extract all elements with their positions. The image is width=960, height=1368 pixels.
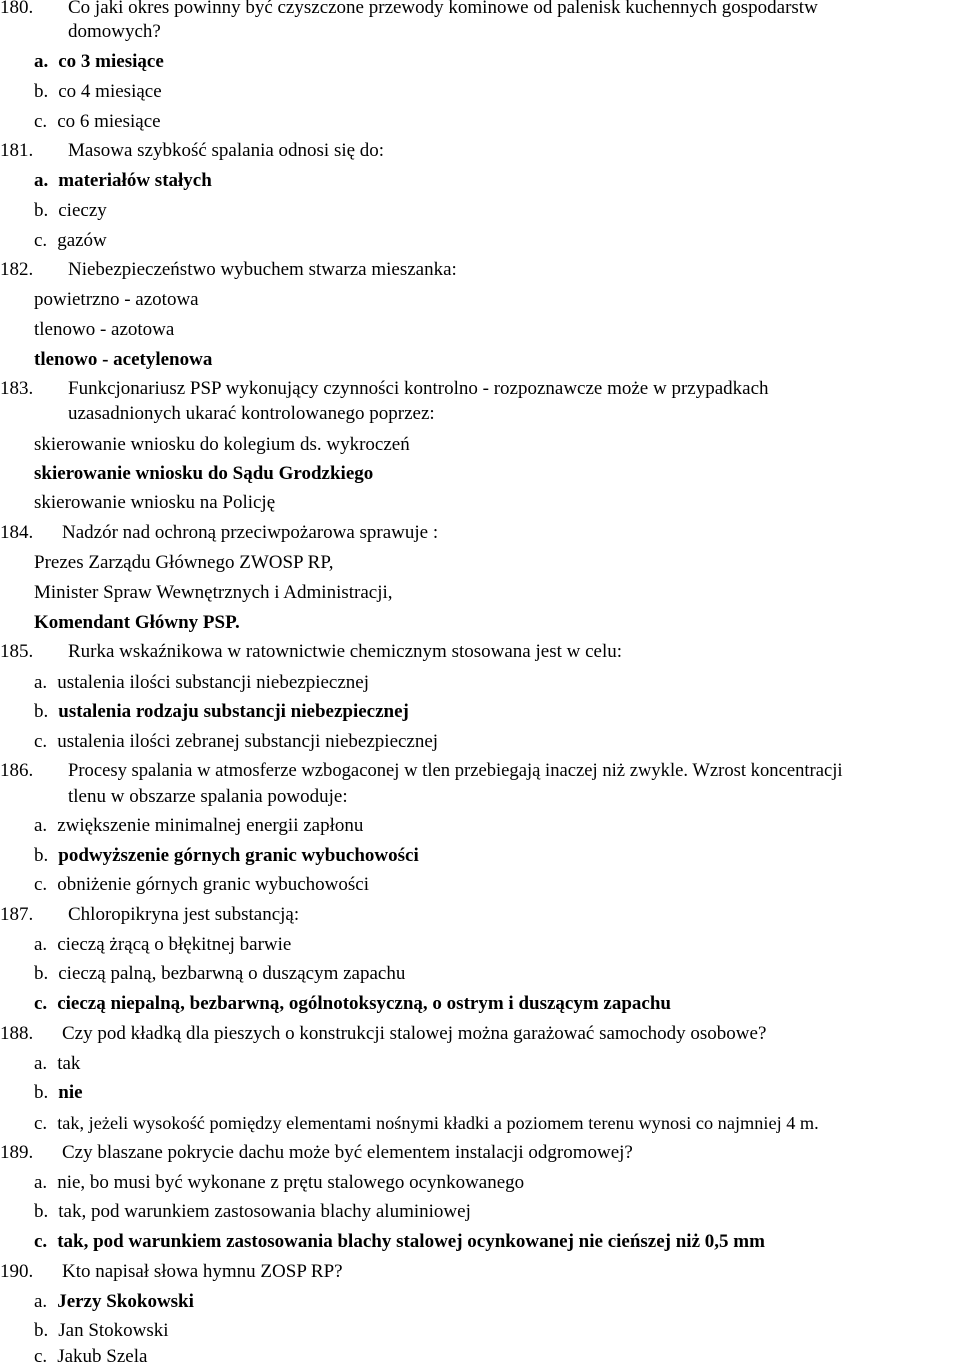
answer — [34, 1112, 819, 1135]
question-number: 184. — [0, 522, 34, 543]
answer-correct — [34, 845, 419, 867]
question-number: 185. — [0, 641, 34, 662]
question-190 — [0, 1261, 343, 1283]
answer-text: cieczą palną, bezbarwną o duszącym zapachu — [58, 963, 406, 984]
answer-text: tak, pod warunkiem zastosowania blachy aluminiowej — [58, 1201, 471, 1222]
answer-text: materiałów stałych — [58, 170, 212, 191]
question-number: 183. — [0, 378, 34, 399]
answer: powietrzno - azotowa — [34, 289, 199, 310]
answer-correct: skierowanie wniosku do Sądu Grodzkiego — [34, 463, 374, 484]
answer — [34, 874, 369, 896]
answer-correct — [34, 1291, 194, 1313]
answer-label: a. — [34, 1291, 48, 1312]
answer-correct — [34, 701, 409, 723]
question-number: 186. — [0, 760, 34, 781]
answer-label: c. — [34, 731, 48, 752]
answer — [34, 1201, 471, 1223]
answer-text: ustalenia rodzaju substancji niebezpiecznej — [58, 701, 409, 722]
answer-text: nie, bo musi być wykonane z prętu stalowego ocynkowanego — [57, 1172, 525, 1193]
answer-correct — [34, 1231, 765, 1253]
question-number: 181. — [0, 140, 34, 161]
answer-label: a. — [34, 934, 48, 955]
question-number: 188. — [0, 1023, 34, 1044]
answer-text: nie — [58, 1082, 83, 1103]
answer-text: co 4 miesiące — [58, 81, 162, 102]
question-text-cont: tlenu w obszarze spalania powoduje: — [68, 786, 348, 807]
question-text: Czy pod kładką dla pieszych o konstrukcji stalowej można garażować samochody osobowe? — [62, 1023, 767, 1044]
answer-label: b. — [34, 81, 49, 102]
question-184 — [0, 522, 439, 544]
answer: skierowanie wniosku na Policję — [34, 492, 276, 513]
answer-text: zwiększenie minimalnej energii zapłonu — [57, 815, 364, 836]
question-text-cont: uzasadnionych ukarać kontrolowanego poprzez: — [68, 403, 435, 424]
answer-text: cieczy — [58, 200, 107, 221]
question-text: Masowa szybkość spalania odnosi się do: — [68, 140, 385, 161]
answer-correct — [34, 51, 164, 73]
answer — [34, 672, 369, 694]
answer-correct — [34, 993, 671, 1015]
question-number: 190. — [0, 1261, 34, 1282]
answer — [34, 815, 363, 837]
answer-label: b. — [34, 963, 49, 984]
answer-text: ustalenia ilości substancji niebezpiecznej — [57, 672, 369, 693]
question-number: 187. — [0, 904, 34, 925]
answer-label: b. — [34, 845, 49, 866]
answer-label: b. — [34, 200, 49, 221]
answer — [34, 1172, 524, 1194]
answer-label: a. — [34, 672, 48, 693]
answer-label: c. — [34, 993, 48, 1014]
answer — [34, 230, 107, 252]
answer-label: b. — [34, 1201, 49, 1222]
answer — [34, 934, 291, 956]
answer-label: a. — [34, 1053, 48, 1074]
question-text: Nadzór nad ochroną przeciwpożarowa sprawuje : — [62, 522, 439, 543]
answer-text: tak, jeżeli wysokość pomiędzy elementami nośnymi kładki a poziomem terenu wynosi co najmniej 4 m. — [57, 1113, 819, 1133]
answer-correct — [34, 1082, 83, 1104]
question-180 — [0, 0, 818, 19]
answer-text: obniżenie górnych granic wybuchowości — [57, 874, 370, 895]
answer-label: c. — [34, 1113, 48, 1134]
question-186 — [0, 760, 843, 782]
answer-label: b. — [34, 701, 49, 722]
answer: Minister Spraw Wewnętrznych i Administracji, — [34, 582, 393, 603]
question-text: Czy blaszane pokrycie dachu może być elementem instalacji odgromowej? — [62, 1142, 633, 1163]
answer-label: c. — [34, 1231, 48, 1252]
question-number: 189. — [0, 1142, 34, 1163]
answer — [34, 731, 438, 753]
answer-correct: Komendant Główny PSP. — [34, 612, 240, 633]
answer — [34, 1320, 169, 1342]
answer — [34, 111, 161, 133]
answer-text: co 6 miesiące — [57, 111, 161, 132]
question-183 — [0, 378, 769, 400]
answer-text: tak, pod warunkiem zastosowania blachy stalowej ocynkowanej nie cieńszej niż 0,5 mm — [57, 1231, 765, 1252]
answer-label: b. — [34, 1082, 49, 1103]
question-text: Rurka wskaźnikowa w ratownictwie chemicznym stosowana jest w celu: — [68, 641, 623, 662]
question-185 — [0, 641, 623, 663]
question-187 — [0, 904, 300, 926]
answer-label: a. — [34, 51, 49, 72]
answer-label: a. — [34, 170, 49, 191]
question-text: Procesy spalania w atmosferze wzbogaconej w tlen przebiegają inaczej niż zwykle. Wzrost koncentracji — [68, 760, 843, 781]
answer-text: Jakub Szela — [57, 1346, 148, 1367]
answer-label: c. — [34, 230, 48, 251]
question-text: Funkcjonariusz PSP wykonujący czynności kontrolno - rozpoznawcze może w przypadkach — [68, 378, 769, 399]
answer-text: gazów — [57, 230, 107, 251]
answer-text: ustalenia ilości zebranej substancji niebezpiecznej — [57, 731, 439, 752]
answer — [34, 963, 405, 985]
answer — [34, 200, 107, 222]
answer-label: c. — [34, 1346, 48, 1367]
answer-label: b. — [34, 1320, 49, 1341]
question-181 — [0, 140, 385, 162]
answer-text: tak — [57, 1053, 81, 1074]
answer: skierowanie wniosku do kolegium ds. wykroczeń — [34, 434, 410, 455]
answer-label: c. — [34, 111, 48, 132]
question-189 — [0, 1142, 633, 1164]
answer-correct: tlenowo - acetylenowa — [34, 349, 213, 370]
question-number: 180. — [0, 0, 34, 18]
answer-label: c. — [34, 874, 48, 895]
question-text-cont: domowych? — [68, 21, 161, 42]
answer-correct — [34, 170, 212, 192]
answer-text: co 3 miesiące — [58, 51, 164, 72]
answer — [34, 1053, 80, 1075]
question-text: Co jaki okres powinny być czyszczone przewody kominowe od palenisk kuchennych gospodarstw — [68, 0, 818, 18]
answer — [34, 81, 162, 103]
answer-label: a. — [34, 815, 48, 836]
answer-text: podwyższenie górnych granic wybuchowości — [58, 845, 419, 866]
answer-text: Jan Stokowski — [58, 1320, 169, 1341]
answer-text: cieczą niepalną, bezbarwną, ogólnotoksyczną, o ostrym i duszącym zapachu — [57, 993, 671, 1014]
question-text: Chloropikryna jest substancją: — [68, 904, 300, 925]
question-number: 182. — [0, 259, 34, 280]
answer: Prezes Zarządu Głównego ZWOSP RP, — [34, 552, 334, 573]
question-text: Kto napisał słowa hymnu ZOSP RP? — [62, 1261, 343, 1282]
answer — [34, 1346, 147, 1368]
answer-label: a. — [34, 1172, 48, 1193]
answer-text: cieczą żrącą o błękitnej barwie — [57, 934, 292, 955]
answer-text: Jerzy Skokowski — [57, 1291, 194, 1312]
question-182 — [0, 259, 457, 281]
answer: tlenowo - azotowa — [34, 319, 175, 340]
question-text: Niebezpieczeństwo wybuchem stwarza mieszanka: — [68, 259, 457, 280]
question-188 — [0, 1023, 767, 1045]
